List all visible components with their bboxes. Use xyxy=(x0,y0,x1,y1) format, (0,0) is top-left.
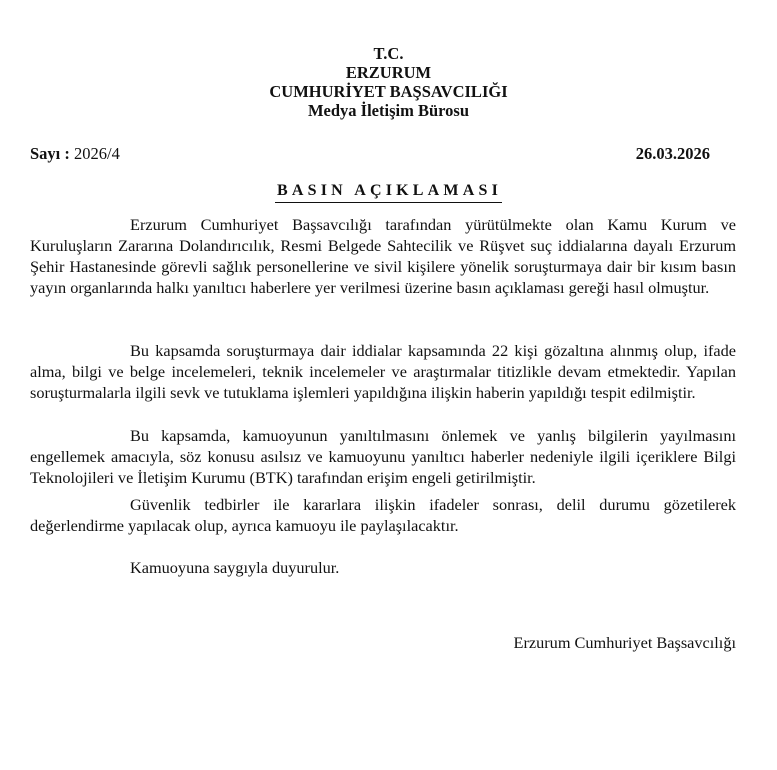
reference-number xyxy=(30,144,120,163)
paragraph-text: Bu kapsamda, kamuoyunun yanıltılmasını önlemek ve yanlış bilgilerin yayılmasını engellemek amacıyla, söz konusu asılsız ve kamuoyunu yanıltıcı haberler nedeniyle ilgili içeriklere Bilgi Teknolojileri ve İletişim Kurumu (BTK) tarafından erişim engeli getirilmiştir. xyxy=(30,426,736,487)
letterhead-country: T.C. xyxy=(373,44,404,63)
document-date: 26.03.2026 xyxy=(635,144,710,163)
closing-line xyxy=(30,557,736,578)
letterhead xyxy=(0,44,777,120)
document-title-text: BASIN AÇIKLAMASI xyxy=(275,181,502,203)
letterhead-institution: CUMHURİYET BAŞSAVCILIĞI xyxy=(269,82,508,101)
letterhead-office: Medya İletişim Bürosu xyxy=(307,101,470,120)
closing-text: Kamuoyuna saygıyla duyurulur. xyxy=(130,558,340,577)
paragraph xyxy=(30,494,736,536)
paragraph xyxy=(30,340,736,403)
document-title xyxy=(0,181,777,203)
paragraph-text: Erzurum Cumhuriyet Başsavcılığı tarafından yürütülmekte olan Kamu Kurum ve Kuruluşların Zararına Dolandırıcılık, Resmi Belgede Sahtecilik ve Rüşvet suç iddialarına dayalı Erzurum Şehir Hastanesinde görevli sağlık personellerine ve sivil kişilere yönelik soruşturmaya dair bir kısım basın yayın organlarında halkı yanıltıcı haberlere yer verilmesi üzerine basın açıklaması gereği hasıl olmuştur. xyxy=(30,215,736,297)
signature: Erzurum Cumhuriyet Başsavcılığı xyxy=(513,633,736,652)
paragraph xyxy=(30,425,736,488)
letterhead-city: ERZURUM xyxy=(345,63,432,82)
paragraph xyxy=(30,214,736,298)
paragraph-text: Bu kapsamda soruşturmaya dair iddialar kapsamında 22 kişi gözaltına alınmış olup, ifade alma, bilgi ve belge incelemeleri, teknik incelemeler ve araştırmalar titizlikle devam etmektedir. Yapılan soruşturmalarla ilgili sevk ve tutuklama işlemleri yapıldığına ilişkin haberin yapıldığı tespit edilmiştir. xyxy=(30,341,736,402)
paragraph-text: Güvenlik tedbirler ile kararlara ilişkin ifadeler sonrası, delil durumu gözetilerek değerlendirme yapılacak olup, ayrıca kamuoyu ile paylaşılacaktır. xyxy=(30,495,736,535)
reference-value: 2026/4 xyxy=(69,144,120,163)
reference-label: Sayı : xyxy=(30,144,70,163)
